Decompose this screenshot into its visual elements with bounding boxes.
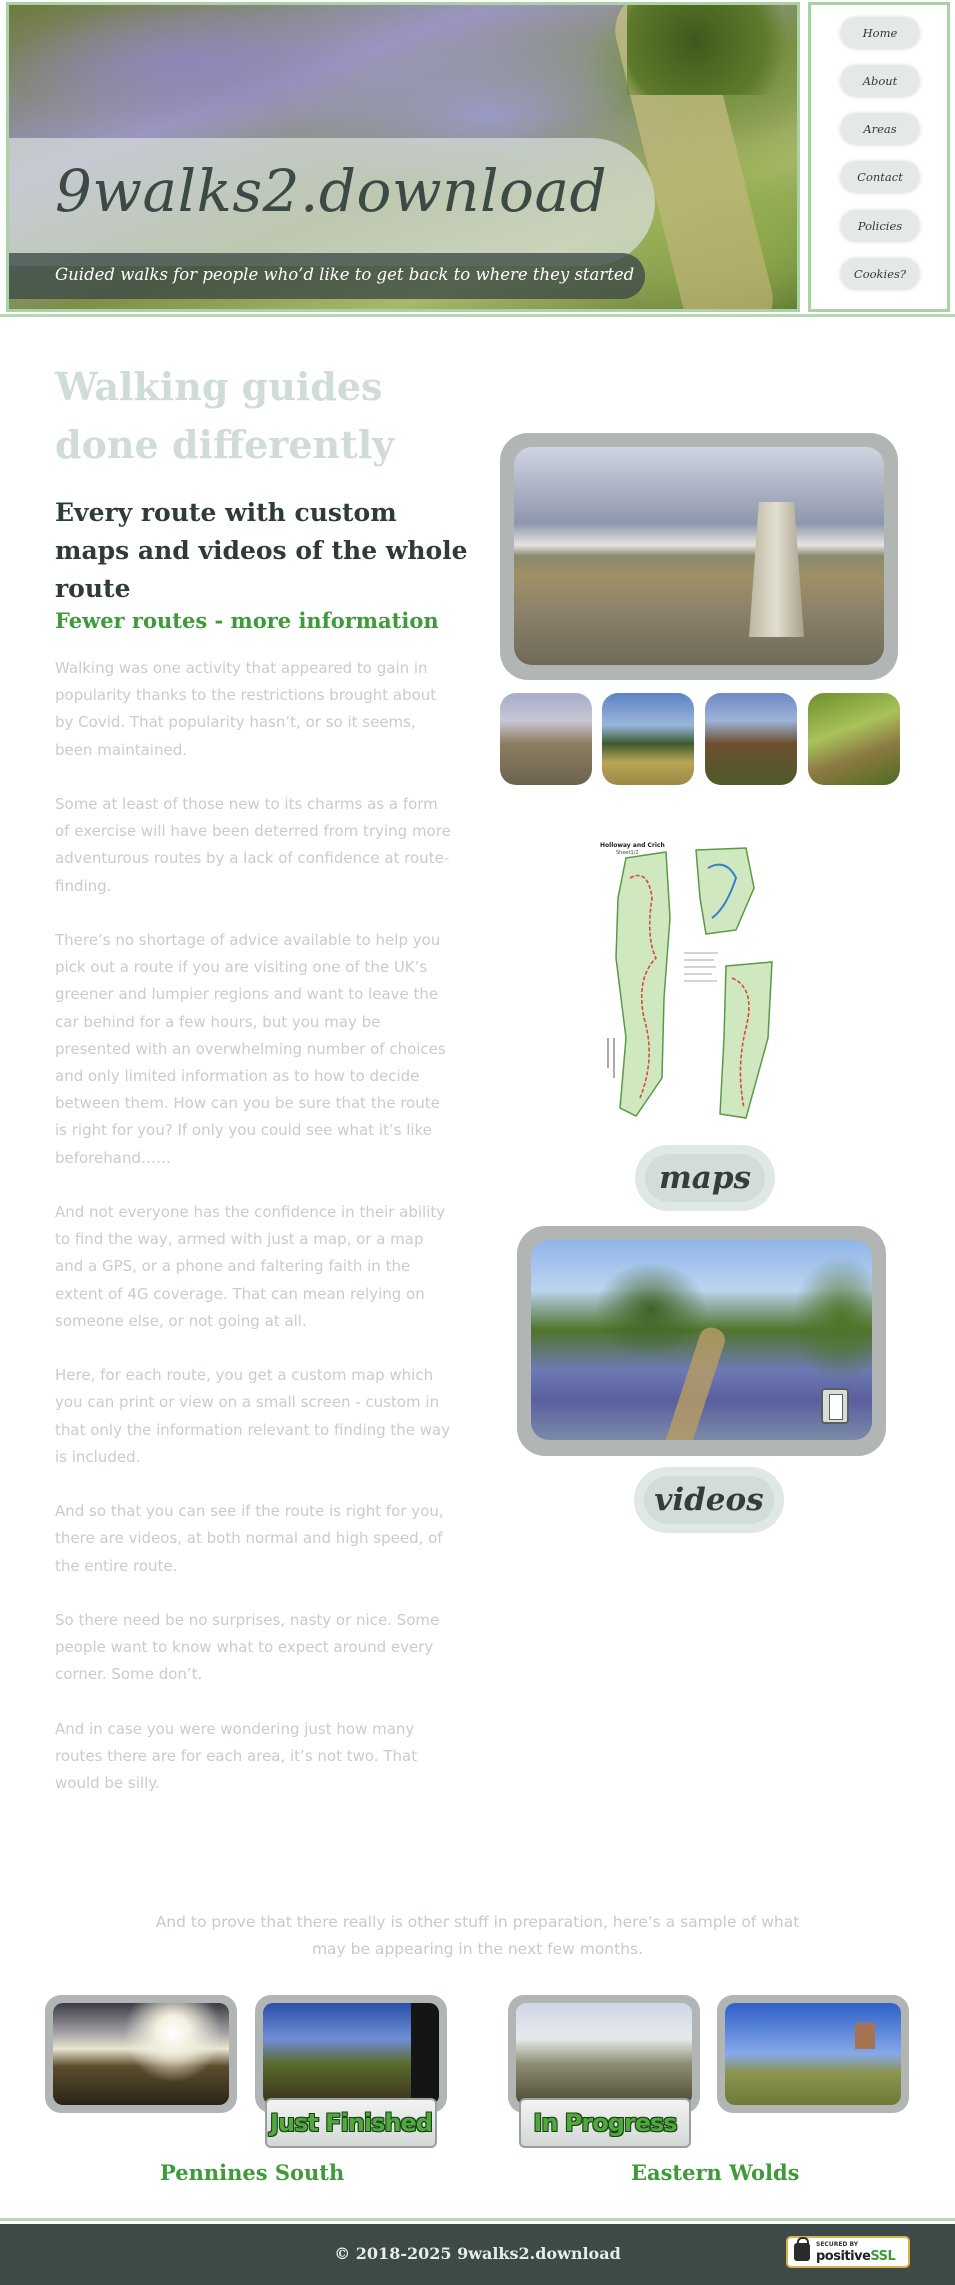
site-header bbox=[0, 0, 955, 320]
chapel-shape bbox=[855, 2023, 875, 2049]
header-divider bbox=[0, 314, 955, 317]
gallery-thumbnail[interactable] bbox=[500, 693, 592, 785]
videos-label-pill bbox=[634, 1467, 784, 1533]
preview-photo-frame bbox=[45, 1995, 237, 2113]
intro-paragraph: Some at least of those new to its charms as a form of exercise will have been deterred from trying more adventurous routes by a lack of confidence at route-finding. bbox=[55, 795, 451, 895]
intro-text bbox=[55, 655, 455, 1825]
bluebell-wood-photo[interactable] bbox=[531, 1240, 872, 1440]
map-title: Holloway and Crich bbox=[600, 842, 665, 849]
route-map-preview[interactable] bbox=[596, 838, 796, 1123]
maps-button[interactable]: maps bbox=[645, 1154, 765, 1202]
ssl-brand-b: SSL bbox=[870, 2249, 896, 2264]
nav-item-policies[interactable]: Policies bbox=[841, 211, 919, 241]
nav-item-cookies[interactable]: Cookies? bbox=[841, 259, 919, 289]
lock-icon bbox=[794, 2243, 810, 2261]
intro-paragraph: And so that you can see if the route is right for you, there are videos, at both normal and high speed, of the entire route. bbox=[55, 1502, 444, 1575]
intro-paragraph: And not everyone has the confidence in their ability to find the way, armed with just a map, or a map and a GPS, or a phone and faltering faith in the extent of 4G coverage. That can mean relying on someone else, or not going at all. bbox=[55, 1203, 446, 1330]
preview-photo-frame bbox=[717, 1995, 909, 2113]
site-tagline: Guided walks for people who’d like to get back to where they started bbox=[55, 265, 635, 284]
trig-pillar-shape bbox=[749, 502, 804, 637]
wolds-photo-1[interactable] bbox=[516, 2003, 692, 2105]
site-title[interactable]: 9walks2.download bbox=[55, 157, 608, 225]
woodland-path-shape bbox=[660, 1324, 728, 1440]
gallery-thumbnail[interactable] bbox=[705, 693, 797, 785]
route-map-graphic bbox=[596, 838, 796, 1123]
intro-paragraph: There’s no shortage of advice available to help you pick out a route if you are visiting one of the UK’s greener and lumpier regions and want to leave the car behind for a few hours, but you may be presented with an overwhelming number of choices and only limited information as to how to decide between them. How can you be sure that the route is right for you? If only you could see what it’s like beforehand…… bbox=[55, 931, 446, 1167]
ssl-secured-by: SECURED BY bbox=[816, 2241, 859, 2248]
nav-item-about[interactable]: About bbox=[841, 66, 919, 96]
just-finished-badge: Just Finished bbox=[265, 2098, 437, 2148]
wolds-photo-2[interactable] bbox=[725, 2003, 901, 2105]
film-icon bbox=[821, 1388, 849, 1424]
ssl-brand bbox=[816, 2249, 895, 2264]
trig-point-photo[interactable] bbox=[514, 447, 884, 665]
ssl-seal-badge[interactable] bbox=[786, 2236, 910, 2268]
map-subtitle: Sheet1/2 bbox=[616, 850, 639, 856]
intro-paragraph: And in case you were wondering just how many routes there are for each area, it’s not two. That would be silly. bbox=[55, 1719, 418, 1793]
site-footer bbox=[0, 2224, 955, 2285]
area-link-pennines-south[interactable]: Pennines South bbox=[160, 2160, 345, 2185]
videos-button[interactable]: videos bbox=[644, 1476, 774, 1524]
video-photo-frame bbox=[517, 1226, 886, 1456]
section-title: Fewer routes - more information bbox=[55, 608, 439, 633]
page-subheading: Every route with custom maps and videos of the whole route bbox=[55, 498, 468, 603]
ssl-brand-a: positive bbox=[816, 2249, 871, 2264]
intro-paragraph: So there need be no surprises, nasty or nice. Some people want to know what to expect around every corner. Some don’t. bbox=[55, 1611, 440, 1684]
area-link-eastern-wolds[interactable]: Eastern Wolds bbox=[631, 2160, 800, 2185]
nav-item-areas[interactable]: Areas bbox=[841, 114, 919, 144]
intro-paragraph: Walking was one activity that appeared to gain in popularity thanks to the restrictions brought about by Covid. That popularity hasn’t, or so it seems, been maintained. bbox=[55, 659, 437, 759]
nav-item-home[interactable]: Home bbox=[841, 18, 919, 48]
maps-label-pill bbox=[635, 1145, 775, 1211]
gallery-thumbnail[interactable] bbox=[602, 693, 694, 785]
footer-divider bbox=[0, 2218, 955, 2221]
featured-photo-frame bbox=[500, 433, 898, 680]
preview-intro-text: And to prove that there really is other stuff in preparation, here’s a sample of what may be appearing in the next few months. bbox=[155, 1913, 800, 1958]
preview-photo-frame bbox=[255, 1995, 447, 2113]
in-progress-badge: In Progress bbox=[519, 2098, 691, 2148]
gallery-thumbnail[interactable] bbox=[808, 693, 900, 785]
pennines-photo-1[interactable] bbox=[53, 2003, 229, 2105]
nav-item-contact[interactable]: Contact bbox=[841, 162, 919, 192]
banner-trees-shape bbox=[627, 5, 797, 95]
intro-paragraph: Here, for each route, you get a custom map which you can print or view on a small screen - custom in that only the information relevant to finding the way is included. bbox=[55, 1366, 451, 1466]
pennines-photo-2[interactable] bbox=[263, 2003, 439, 2105]
main-nav bbox=[808, 2, 950, 312]
page-heading: Walking guides done differently bbox=[55, 364, 395, 467]
copyright-text: © 2018-2025 9walks2.download bbox=[334, 2244, 621, 2263]
header-banner-photo bbox=[6, 2, 800, 312]
preview-photo-frame bbox=[508, 1995, 700, 2113]
